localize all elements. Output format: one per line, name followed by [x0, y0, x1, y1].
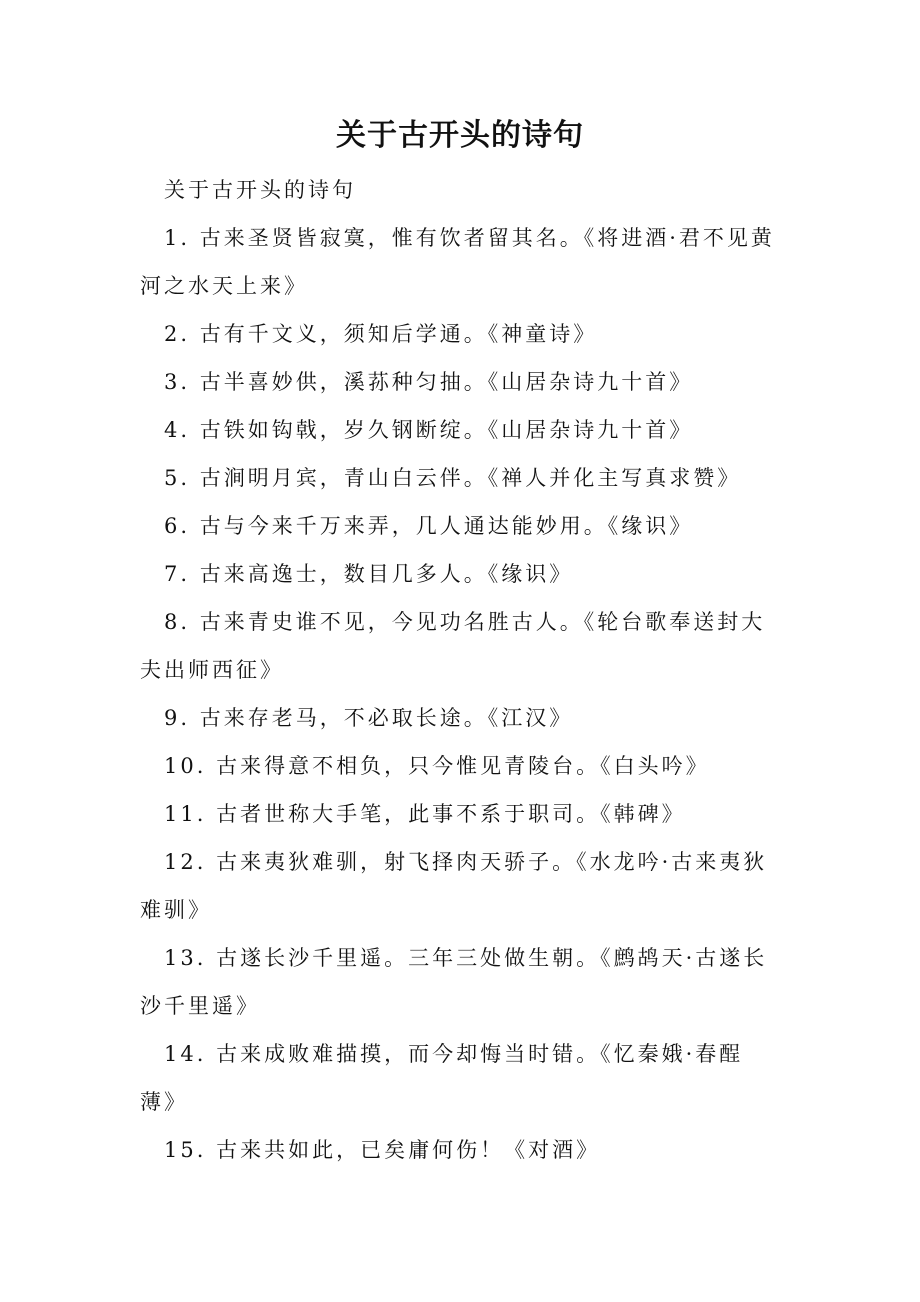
poem-line-7: 7. 古来高逸士，数目几多人。《缘识》 — [164, 562, 574, 586]
poem-line-12: 12. 古来夷狄难驯，射飞择肉天骄子。《水龙吟·古来夷狄难驯》 — [140, 850, 768, 922]
poem-line-5: 5. 古涧明月宾，青山白云伴。《禅人并化主写真求赞》 — [164, 466, 742, 490]
poem-line-4: 4. 古铁如钩戟，岁久钢断绽。《山居杂诗九十首》 — [164, 418, 694, 442]
poem-line-13: 13. 古遂长沙千里遥。三年三处做生朝。《鹧鸪天·古遂长沙千里遥》 — [140, 946, 768, 1018]
poem-line-15: 15. 古来共如此，已矣庸何伤！《对酒》 — [164, 1138, 601, 1162]
intro-line: 关于古开头的诗句 — [164, 178, 356, 202]
poem-line-8: 8. 古来青史谁不见，今见功名胜古人。《轮台歌奉送封大夫出师西征》 — [140, 610, 766, 682]
poem-line-9: 9. 古来存老马，不必取长途。《江汉》 — [164, 706, 574, 730]
page-title: 关于古开头的诗句 — [336, 118, 584, 153]
document-body — [140, 166, 780, 1174]
poem-line-10: 10. 古来得意不相负，只今惟见青陵台。《白头吟》 — [164, 754, 710, 778]
poem-line-1: 1. 古来圣贤皆寂寞，惟有饮者留其名。《将进酒·君不见黄河之水天上来》 — [140, 226, 775, 298]
poem-line-6: 6. 古与今来千万来弄，几人通达能妙用。《缘识》 — [164, 514, 694, 538]
poem-line-2: 2. 古有千文义，须知后学通。《神童诗》 — [164, 322, 598, 346]
poem-line-14: 14. 古来成败难描摸，而今却悔当时错。《忆秦娥·春酲薄》 — [140, 1042, 744, 1114]
poem-line-11: 11. 古者世称大手笔，此事不系于职司。《韩碑》 — [164, 802, 686, 826]
poem-line-3: 3. 古半喜妙供，溪荪种匀抽。《山居杂诗九十首》 — [164, 370, 694, 394]
